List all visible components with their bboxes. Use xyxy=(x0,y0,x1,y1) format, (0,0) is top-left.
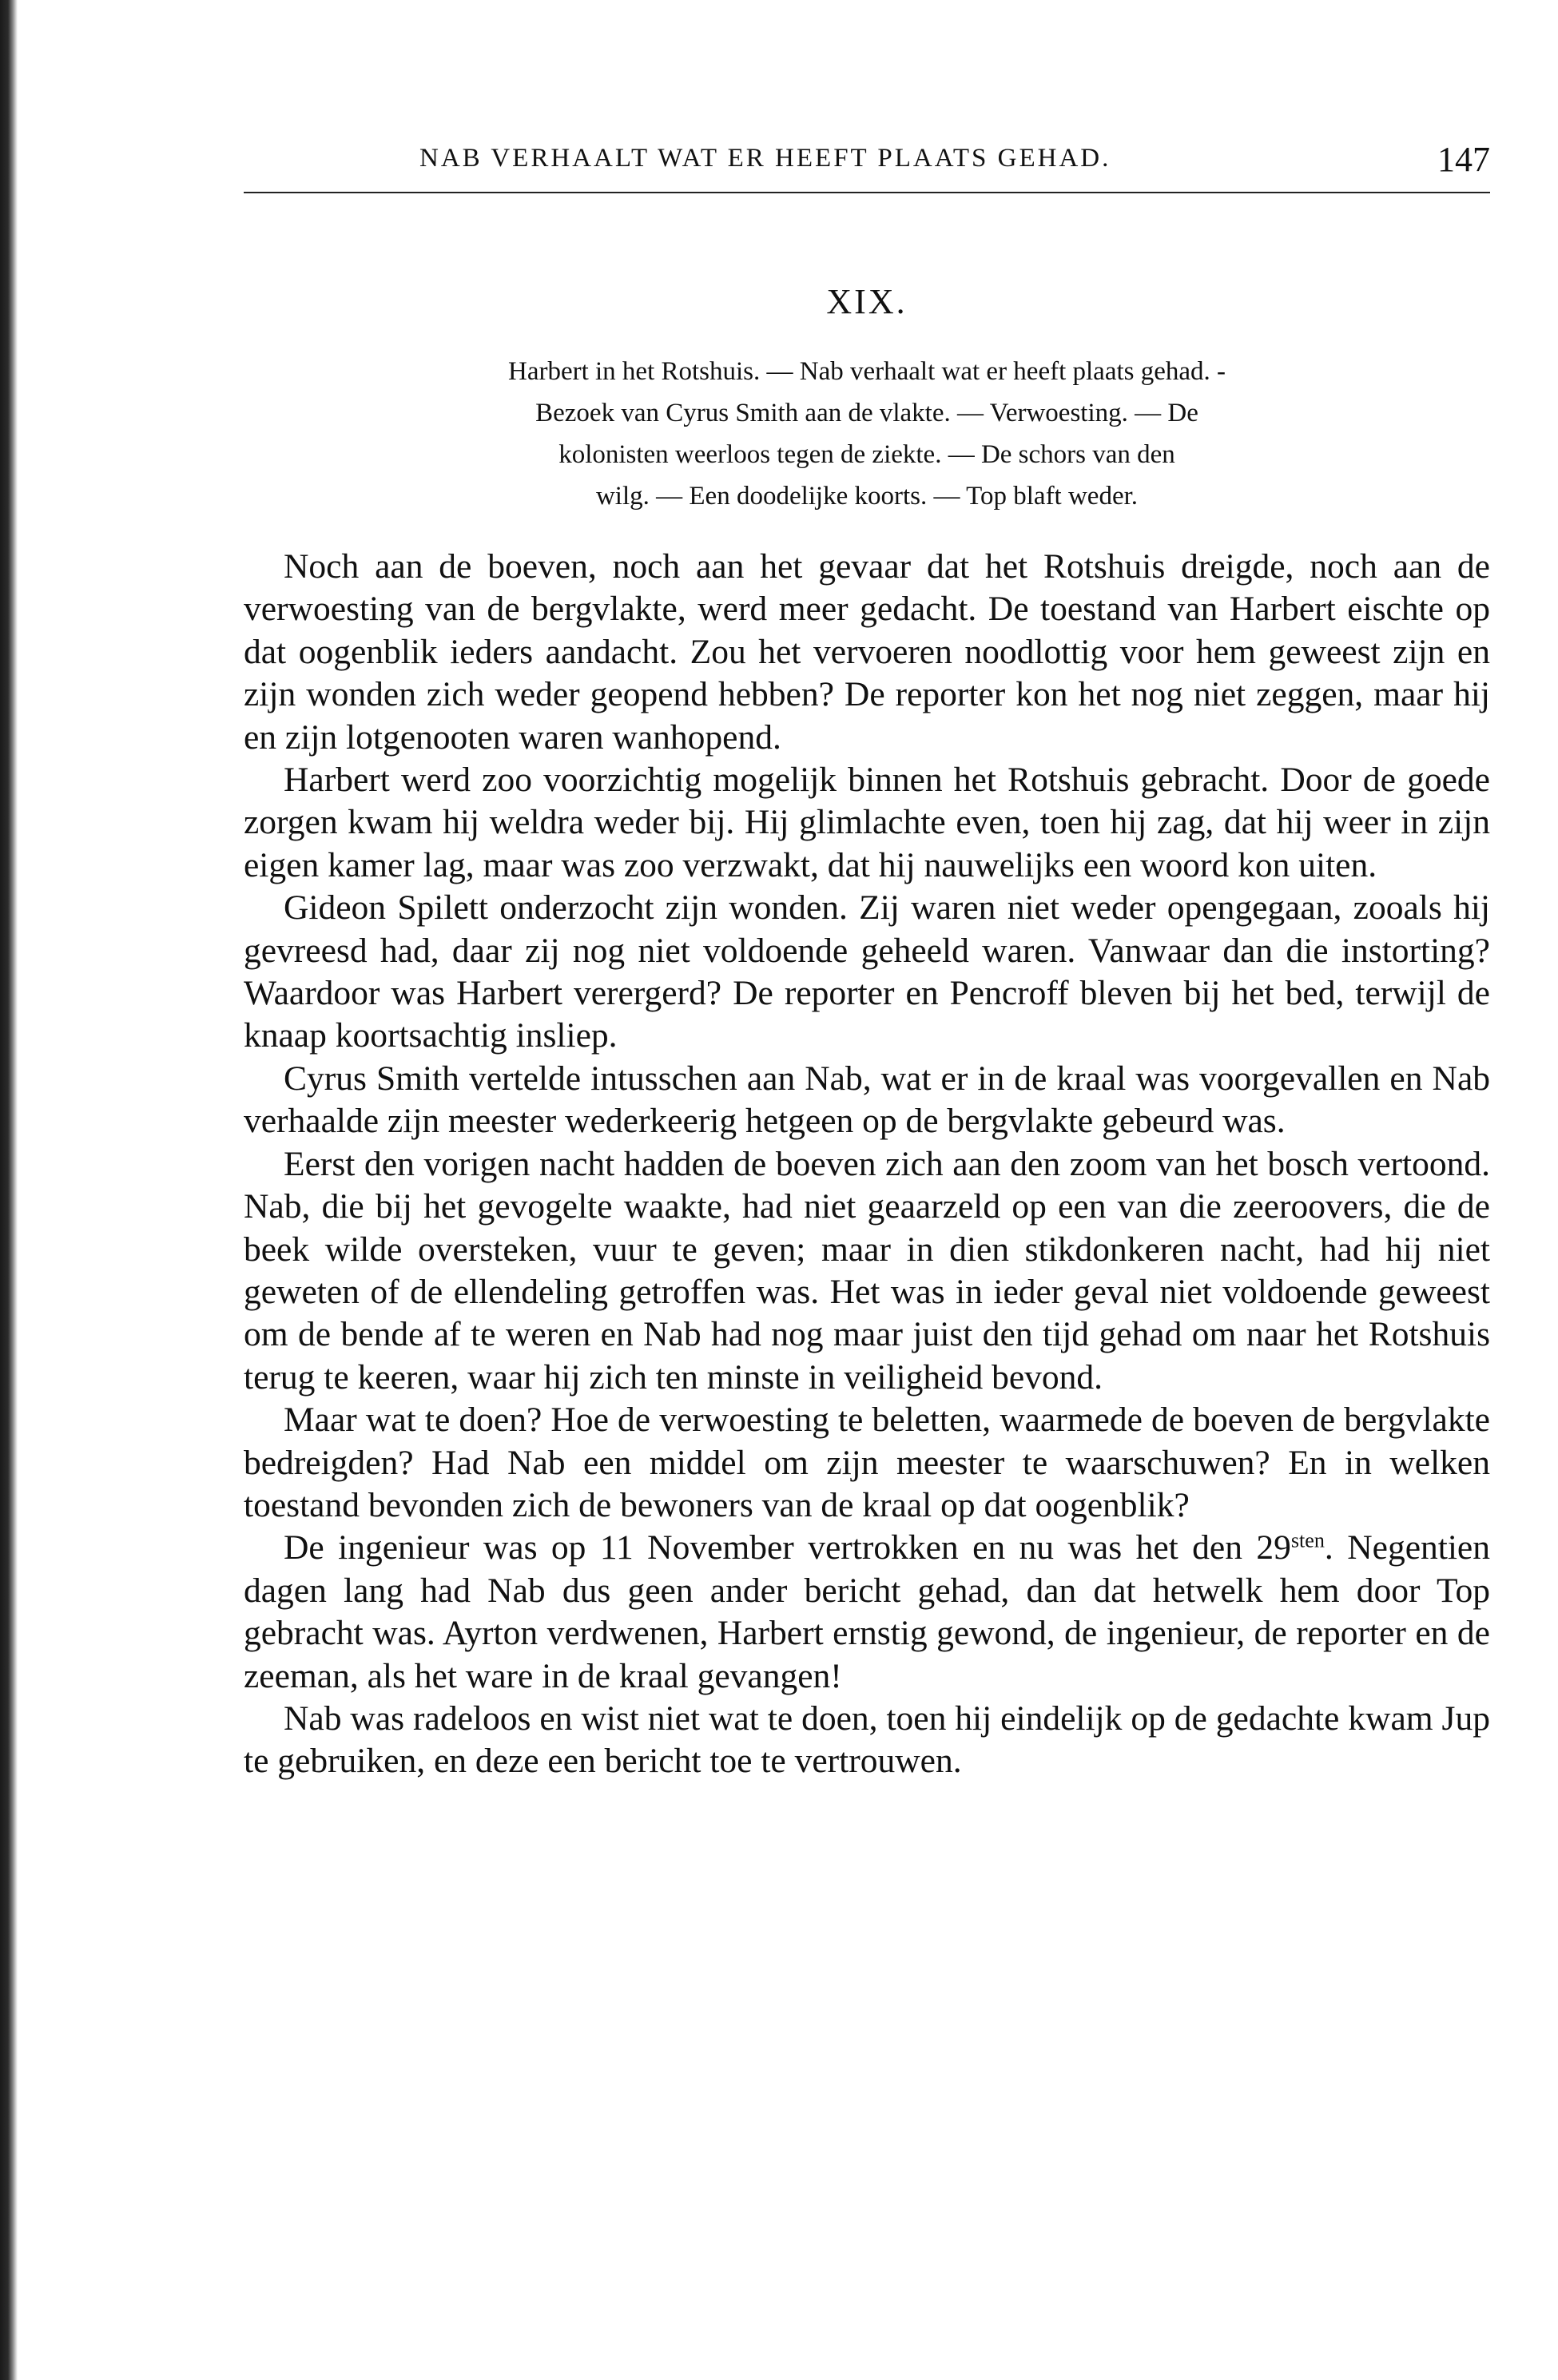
paragraph: Cyrus Smith vertelde intusschen aan Nab, wat er in de kraal was voorgevallen en Nab verhaalde zijn meester wederkeerig hetgeen op de bergvlakte gebeurd was. xyxy=(244,1059,1490,1141)
paragraph: Noch aan de boeven, noch aan het gevaar dat het Rotshuis dreigde, noch aan de verwoesting van de bergvlakte, werd meer gedacht. De toestand van Harbert eischte op dat oogenblik ieders aandacht. Zou het vervoeren noodlottig voor hem geweest zijn en zijn wonden zich weder geopend hebben? De reporter kon het nog niet zeggen, maar hij en zijn lotgenooten waren wanhopend. xyxy=(244,547,1490,757)
chapter-summary xyxy=(276,351,1458,517)
paragraph: Gideon Spilett onderzocht zijn wonden. Zij waren niet weder opengegaan, zooals hij gevreesd had, daar zij nog niet voldoende geheeld waren. Vanwaar dan die instorting? Waardoor was Harbert verergerd? De reporter en Pencroff bleven bij het bed, terwijl de knaap koortsachtig insliep. xyxy=(244,888,1490,1055)
book-page xyxy=(244,136,1490,1783)
running-title: NAB VERHAALT WAT ER HEEFT PLAATS GEHAD. xyxy=(419,144,1111,173)
scan-binding-edge xyxy=(0,0,18,2380)
chapter-number: XIX. xyxy=(826,282,908,321)
paragraph: Maar wat te doen? Hoe de verwoesting te beletten, waarmede de boeven de bergvlakte bedreigden? Had Nab een middel om zijn meester te waarschuwen? En in welken toestand bevonden zich de bewoners van de kraal op dat oogenblik? xyxy=(244,1401,1490,1524)
page-number: 147 xyxy=(1437,140,1490,179)
summary-line: Harbert in het Rotshuis. — Nab verhaalt wat er heeft plaats gehad. - xyxy=(507,357,1226,386)
summary-line: kolonisten weerloos tegen de ziekte. — De schors van den xyxy=(558,440,1175,469)
paragraph xyxy=(244,1527,1490,1698)
paragraph-text: De ingenieur was op 11 November vertrokken en nu was het den 29 xyxy=(284,1528,1291,1567)
paragraph-text: . Negentien dagen lang had Nab dus geen ander bericht gehad, dan dat hetwelk hem door Top gebracht was. Ayrton verdwenen, Harbert ernstig gewond, de ingenieur, de reporter en de zeeman, als het ware in de kraal gevangen! xyxy=(244,1528,1490,1695)
paragraph: Nab was radeloos en wist niet wat te doen, toen hij eindelijk op de gedachte kwam Jup te gebruiken, en deze een bericht toe te vertrouwen. xyxy=(244,1699,1490,1781)
superscript-suffix: sten xyxy=(1290,1529,1325,1552)
summary-line: Bezoek van Cyrus Smith aan de vlakte. — Verwoesting. — De xyxy=(535,399,1198,427)
paragraph: Eerst den vorigen nacht hadden de boeven zich aan den zoom van het bosch vertoond. Nab, die bij het gevogelte waakte, had niet geaarzeld op een van die zeeroovers, die de beek wilde oversteken, vuur te geven; maar in dien stikdonkeren nacht, had hij niet geweten of de ellendeling getroffen was. Het was in ieder geval niet voldoende geweest om de bende af te weren en Nab had nog maar juist den tijd gehad om naar het Rotshuis terug te keeren, waar hij zich ten minste in veiligheid bevond. xyxy=(244,1144,1490,1397)
body-text xyxy=(244,546,1490,1783)
summary-line: wilg. — Een doodelijke koorts. — Top blaft weder. xyxy=(595,482,1139,511)
running-header xyxy=(244,136,1490,193)
paragraph: Harbert werd zoo voorzichtig mogelijk binnen het Rotshuis gebracht. Door de goede zorgen kwam hij weldra weder bij. Hij glimlachte even, toen hij zag, dat hij weer in zijn eigen kamer lag, maar was zoo verzwakt, dat hij nauwelijks een woord kon uiten. xyxy=(244,761,1490,884)
